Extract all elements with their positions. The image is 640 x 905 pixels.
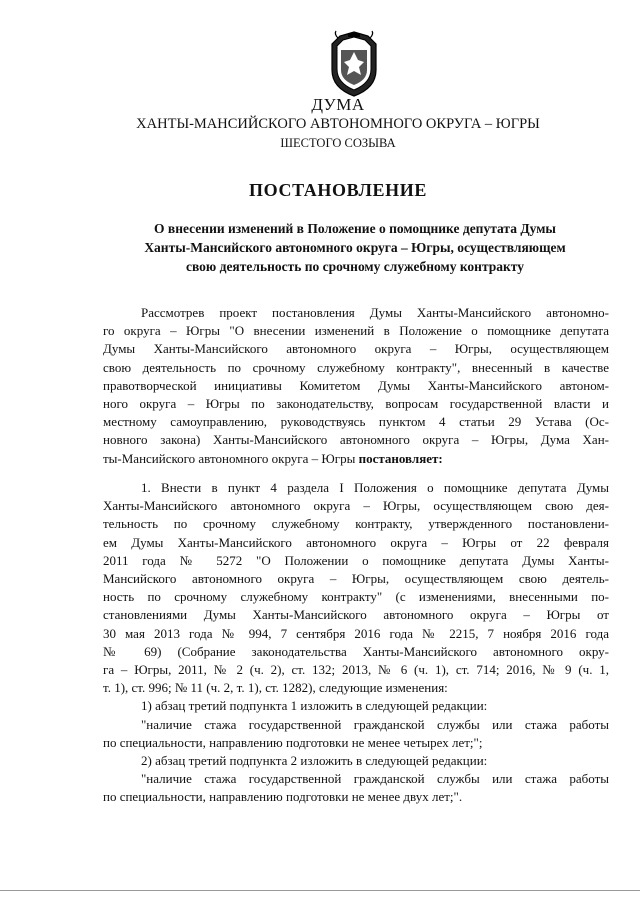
duma-heading: ДУМА [311,95,365,114]
subitem-2-quote-line: по специальности, направлению подготовки не менее двух лет;". [103,789,463,805]
subject-line: Ханты-Мансийского автономного округа – Югры, осуществляющем [144,240,566,255]
khmao-coat-of-arms-icon [328,30,380,98]
subitem-2-quote-line: "наличие стажа государственной гражданской службы или стажа работы [141,771,609,787]
decision-word: постановляет: [358,450,443,466]
item-1-line: Мансийского автономного округа – Югры, осуществляющем свою деятель- [103,571,609,587]
document-subject [100,219,610,276]
subitem-1-quote-line: "наличие стажа государственной гражданской службы или стажа работы [141,716,609,732]
preamble-line: правотворческой инициативы Комитетом Думы Ханты-Мансийского автоном- [103,377,609,393]
subject-line: О внесении изменений в Положение о помощнике депутата Думы [154,221,556,236]
item-1-line: № 69) (Собрание законодательства Ханты-Мансийского автономного окру- [103,643,609,659]
preamble-line: местному самоуправлению, руководствуясь пунктом 4 статьи 29 Устава (Ос- [103,414,609,430]
item-1-line: становлениями Думы Ханты-Мансийского автономного округа – Югры от [103,607,609,623]
item-1-paragraph [103,479,609,807]
preamble-line: Рассмотрев проект постановления Думы Ханты-Мансийского автономно- [141,305,609,320]
item-1-line: т. 1), ст. 996; № 11 (ч. 2, т. 1), ст. 1282), следующие изменения: [103,680,448,696]
subject-line: свою деятельность по срочному служебному контракту [185,259,524,274]
item-1-line: ем Думы Ханты-Мансийского автономного округа – Югры от 22 февраля [103,534,609,550]
document-title: ПОСТАНОВЛЕНИЕ [249,180,427,200]
preamble-line: Думы Ханты-Мансийского автономного округа – Югры, осуществляющем [103,341,609,357]
preamble-line [103,450,609,468]
subitem-1-heading: 1) абзац третий подпункта 1 изложить в следующей редакции: [141,698,488,714]
okrug-heading: ХАНТЫ-МАНСИЙСКОГО АВТОНОМНОГО ОКРУГА – ЮГРЫ [136,116,540,132]
preamble-paragraph [103,304,609,468]
item-1-line: тельность по срочному служебному контракту, утвержденного постановлени- [103,516,609,532]
item-1-line: 2011 года № 5272 "О Положении о помощнике депутата Думы Ханты- [103,552,609,568]
preamble-line: новного закона) Ханты-Мансийского автономного округа – Югры, Дума Хан- [103,432,609,448]
subitem-2-heading: 2) абзац третий подпункта 2 изложить в следующей редакции: [141,753,488,769]
item-1-line: Ханты-Мансийского автономного округа – Югры, осуществляющем свою дея- [103,498,609,514]
item-1-line: га – Югры, 2011, № 2 (ч. 2), ст. 132; 2013, № 6 (ч. 1), ст. 714; 2016, № 9 (ч. 1, [103,662,609,678]
preamble-last-text: ты-Мансийского автономного округа – Югры [103,450,356,466]
item-1-line: ность по срочному служебному контракту" (с изменениями, внесенными по- [103,589,609,605]
preamble-line: ного округа – Югры по законодательству, вопросам государственной власти и [103,396,609,412]
subitem-1-quote-line: по специальности, направлению подготовки не менее четырех лет;"; [103,734,483,750]
item-1-line: 1. Внести в пункт 4 раздела I Положения о помощнике депутата Думы [141,480,609,495]
preamble-line: го округа – Югры "О внесении изменений в Положение о помощнике депутата [103,323,609,339]
preamble-line: свою деятельность по срочному служебному контракту", внесенный в качестве [103,359,609,375]
item-1-line: 30 мая 2013 года № 994, 7 сентября 2016 года № 2215, 7 ноября 2016 года [103,625,609,641]
convocation-heading: ШЕСТОГО СОЗЫВА [280,136,396,150]
page-bottom-rule [0,890,640,891]
